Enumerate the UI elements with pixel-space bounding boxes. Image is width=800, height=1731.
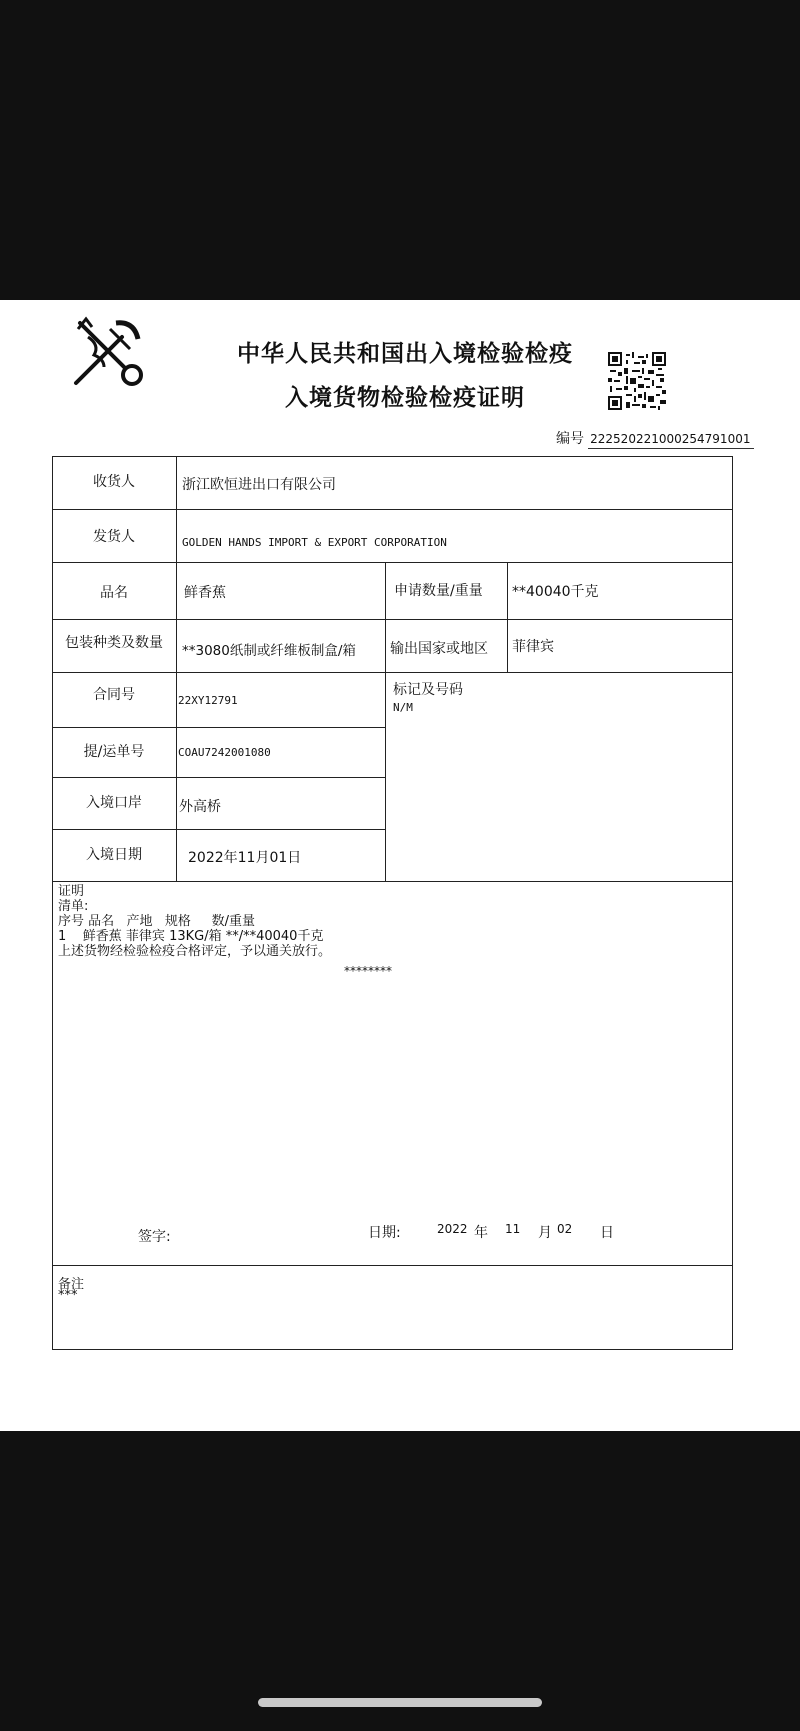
remarks-value: *** [58, 1288, 78, 1303]
table-border-top [52, 456, 733, 457]
shipper-value: GOLDEN HANDS IMPORT & EXPORT CORPORATION [182, 536, 447, 549]
serial-label: 编号 [556, 431, 584, 447]
table-border-bottom [52, 1349, 733, 1350]
title-line-1: 中华人民共和国出入境检验检疫 [237, 341, 573, 367]
contract-label: 合同号 [93, 687, 135, 703]
table-border-right [732, 456, 733, 1350]
row-divider [52, 1265, 733, 1266]
column-divider [176, 456, 177, 881]
column-divider [507, 562, 508, 672]
list-item: 1 鲜香蕉 菲律宾 13KG/箱 **/**40040千克 [58, 929, 324, 944]
list-columns: 序号 品名 产地 规格 数/重量 [58, 914, 255, 929]
bl-value: COAU7242001080 [178, 746, 271, 759]
sign-day-unit: 日 [600, 1225, 614, 1241]
port-label: 入境口岸 [86, 795, 142, 811]
qr-code-icon [608, 352, 666, 410]
quantity-label: 申请数量/重量 [394, 583, 483, 599]
remarks-label: 备注 [58, 1277, 85, 1292]
serial-number [556, 428, 754, 449]
row-divider [52, 829, 386, 830]
product-label: 品名 [100, 585, 128, 601]
bl-label: 提/运单号 [83, 744, 145, 760]
sign-year: 2022 [437, 1222, 468, 1236]
column-divider [385, 562, 386, 881]
origin-value: 菲律宾 [512, 639, 554, 655]
shipper-label: 发货人 [93, 529, 135, 545]
separator-stars: ******** [344, 964, 392, 978]
inspection-emblem-icon [70, 315, 150, 390]
row-divider [52, 881, 733, 882]
consignee-label: 收货人 [93, 474, 135, 490]
serial-value: 222520221000254791001 [588, 432, 754, 449]
consignee-value: 浙江欧恒进出口有限公司 [182, 477, 336, 493]
packing-value: **3080纸制或纤维板制盒/箱 [182, 643, 356, 659]
row-divider [52, 777, 386, 778]
row-divider [52, 619, 733, 620]
origin-label: 输出国家或地区 [390, 641, 488, 657]
row-divider [52, 672, 733, 673]
certificate-body [58, 884, 331, 959]
contract-value: 22XY12791 [178, 694, 238, 707]
entry-date-value: 2022年11月01日 [188, 850, 302, 866]
list-label: 清单: [58, 899, 89, 914]
row-divider [52, 727, 386, 728]
certificate-heading: 证明 [58, 884, 85, 899]
sign-date-label: 日期: [368, 1225, 401, 1241]
home-indicator[interactable] [258, 1698, 542, 1707]
quantity-value: **40040千克 [512, 584, 599, 600]
statement: 上述货物经检验检疫合格评定，予以通关放行。 [58, 944, 332, 959]
row-divider [52, 509, 733, 510]
sign-month-unit: 月 [538, 1225, 552, 1241]
sign-day: 02 [557, 1222, 573, 1236]
product-value: 鲜香蕉 [184, 585, 226, 601]
row-divider [52, 562, 733, 563]
title-line-2: 入境货物检验检疫证明 [285, 385, 525, 411]
entry-date-label: 入境日期 [86, 847, 142, 863]
signature-label: 签字: [138, 1229, 171, 1245]
sign-year-unit: 年 [474, 1225, 488, 1241]
marks-label: 标记及号码 [393, 682, 463, 698]
packing-label: 包装种类及数量 [65, 635, 163, 651]
marks-value: N/M [393, 701, 413, 714]
sign-month: 11 [505, 1222, 521, 1236]
certificate-document [0, 300, 800, 1431]
port-value: 外高桥 [179, 799, 221, 815]
